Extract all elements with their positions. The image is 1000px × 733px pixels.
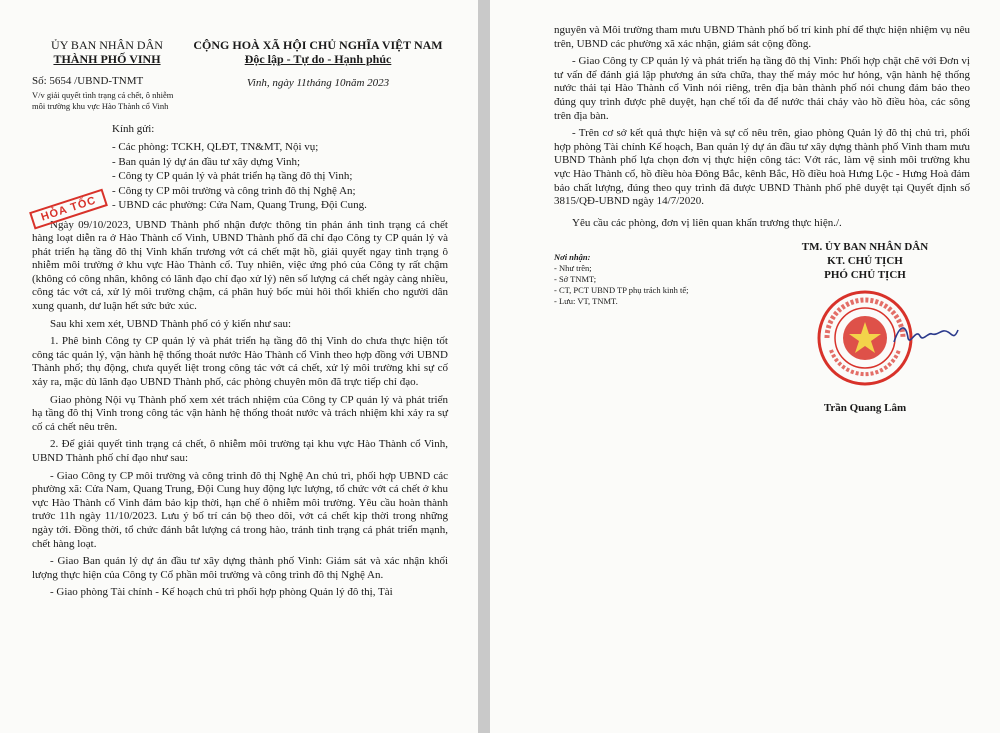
addressee-item: - Công ty CP quản lý và phát triển hạ tầng đô thị Vinh; xyxy=(112,170,353,182)
document-subject: V/v giải quyết tình trạng cá chết, ô nhiễm môi trường khu vực Hào Thành cổ Vinh xyxy=(32,90,174,111)
paragraph: - Giao phòng Tài chính - Kế hoạch chủ trì phối hợp phòng Quản lý đô thị, Tài xyxy=(50,586,393,599)
paragraph: Ngày 09/10/2023, UBND Thành phố nhận được thông tin phản ánh tình trạng cá chết hàng loạt diễn ra ở Hào Thành cổ Vinh, UBND Thành phố đã chỉ đạo Công ty CP quản lý và phát triển hạ tầng đô thị Vinh khẩn trương vớt cá chết mặt hồ, giải quyết ngay tình trạng ô nhiễm môi trường ở khu vực Hào Thành cổ. Tuy nhiên, việc ứng phó của Công ty rất chậm (không có công nhân, không có lãnh đạo chỉ đạo xử lý) nên số lượng cá chết ngày càng nhiều, công tác vớt cá, xử lý môi trường chậm, cá phân huỷ bốc mùi hôi thối khiến cho người dân xung quanh, dư luận hết sức bức xúc. xyxy=(32,218,448,313)
paragraph: 2. Để giải quyết tình trạng cá chết, ô nhiễm môi trường tại khu vực Hào Thành cổ Vinh, UBND Thành phố chỉ đạo như sau: xyxy=(32,438,448,464)
paragraph: - Trên cơ sở kết quả thực hiện và sự cố nêu trên, giao phòng Quản lý đô thị chủ trì, phối hợp phòng Tài chính Kế hoạch, Ban quản lý dự án đầu tư xây dựng thành phố Vinh tham mưu UBND Thành phố lựa chọn đơn vị thực hiện công tác: Vớt rác, làm vệ sinh môi trường khu vực Hào Thành cổ, hồ điều hòa Đông Bắc, kênh Bắc, Hồ điều hoà Hưng Lộc - Hưng Hoà đảm bảo chất lượng, đúng theo quy trình đã được UBND Thành phố phê duyệt tại Quyết định số 3815/QĐ-UBND ngày 14/7/2020. xyxy=(554,127,970,208)
paragraph: - Giao Công ty CP môi trường và công trình đô thị Nghệ An chủ trì, phối hợp UBND các phường xã: Cửa Nam, Quang Trung, Đội Cung huy động lực lượng, tổ chức vớt cá chết ở khu vực Hào Thành cổ Vinh đảm bảo kịp thời, hạn chế ô nhiễm môi trường. Yêu cầu hoàn thành trước 11h ngày 11/10/2023. Lưu ý bố trí cán bộ theo dõi, vớt cá chết kịp thời trong những ngày tới. Đồng thời, tổ chức đánh bắt lượng cá trong hào, tránh tình trạng cá phát triển mạnh, chết hàng loạt. xyxy=(32,469,448,550)
recipients-label: Nơi nhận: xyxy=(554,252,591,263)
paragraph: Giao phòng Nội vụ Thành phố xem xét trách nhiệm của Công ty CP quản lý và phát triển hạ tầng đô thị Vinh trong công tác vận hành hệ thống thoát nước và trách nhiệm khi xảy ra sự cố cá chết nêu trên. xyxy=(32,393,448,433)
signer-block xyxy=(760,240,970,415)
addressee-item: - Các phòng: TCKH, QLĐT, TN&MT, Nội vụ; xyxy=(112,141,319,153)
signer-name: Trần Quang Lâm xyxy=(823,402,907,415)
paragraph: 1. Phê bình Công ty CP quản lý và phát triển hạ tầng đô thị Vinh do chưa thực hiện tốt công tác quản lý, vận hành hệ thống thoát nước Hào Thành cổ Vinh theo hợp đồng với UBND Thành phố; thụ động, chưa quyết liệt trong công tác vớt cá chết, xử lý môi trường khi sự cố xảy ra, mặc dù lãnh đạo UBND Thành phố, các phòng chuyên môn đã trực tiếp chỉ đạo. xyxy=(32,335,448,389)
document-page-2 xyxy=(490,0,1000,733)
signer-title-1: TM. ỦY BAN NHÂN DÂN xyxy=(801,241,929,254)
paragraph: - Giao Công ty CP quản lý và phát triển hạ tầng đô thị Vinh: Phối hợp chặt chẽ với Đơn vị tư vấn để đánh giá lập phương án sửa chữa, thay thế máy móc hư hỏng, vận hành hệ thống nước thải tại Hào Thành cổ Vinh nói riêng, trên địa bàn thành phố nói chung đảm bảo theo đúng quy trình được phê duyệt, hạn chế tối đa để nước thải chảy vào hồ điều hòa, các sông trên địa bàn. xyxy=(554,55,970,122)
national-header xyxy=(188,38,448,112)
addressee-list xyxy=(112,140,448,213)
org-line-2: THÀNH PHỐ VINH xyxy=(53,52,161,66)
recipient-item: - Sở TNMT; xyxy=(554,274,597,285)
body-text-left xyxy=(32,219,448,600)
national-motto: Độc lập - Tự do - Hạnh phúc xyxy=(244,52,392,66)
addressee-item: - Ban quản lý dự án đầu tư xây dựng Vinh; xyxy=(112,155,301,168)
paragraph: Yêu cầu các phòng, đơn vị liên quan khẩn trương thực hiện./. xyxy=(572,216,842,229)
document-page-1 xyxy=(0,0,478,733)
addressee-item: - UBND các phường: Cửa Nam, Quang Trung, Đội Cung. xyxy=(112,199,367,211)
recipient-item: - Như trên; xyxy=(554,263,592,274)
paragraph: nguyên và Môi trường tham mưu UBND Thành phố bố trí kinh phí để thực hiện nhiệm vụ nêu trên, UBND các phường xã xác nhận, giám sát cộng đồng. xyxy=(554,24,970,50)
document-number: Số: 5654 /UBND-TNMT xyxy=(32,75,144,87)
paragraph: - Giao Ban quản lý dự án đầu tư xây dựng thành phố Vinh: Giám sát và xác nhận khối lượng thực hiện của Công ty Cổ phần môi trường và công trình đô thị Nghệ An. xyxy=(32,555,448,581)
nation-title: CỘNG HOÀ XÃ HỘI CHỦ NGHĨA VIỆT NAM xyxy=(193,38,443,52)
page-gutter xyxy=(478,0,490,733)
paragraph: Sau khi xem xét, UBND Thành phố có ý kiến như sau: xyxy=(50,317,292,330)
document-header xyxy=(32,38,448,112)
org-line-1: ỦY BAN NHÂN DÂN xyxy=(51,38,163,52)
body-text-right xyxy=(554,24,970,230)
recipient-item: - CT, PCT UBND TP phụ trách kinh tế; xyxy=(554,285,689,296)
signer-title-3: PHÓ CHỦ TỊCH xyxy=(824,269,906,282)
document-date: Vinh, ngày 11tháng 10năm 2023 xyxy=(246,77,390,89)
recipients-block xyxy=(554,252,734,415)
handwritten-signature-icon xyxy=(890,320,960,350)
issuing-authority xyxy=(32,38,182,112)
addressee-item: - Công ty CP môi trường và công trình đô thị Nghệ An; xyxy=(112,184,356,197)
signer-title-2: KT. CHỦ TỊCH xyxy=(827,255,903,268)
addressee-label: Kính gửi: xyxy=(112,123,155,135)
signature-area xyxy=(554,240,970,415)
urgent-stamp: HỎA TỐC xyxy=(29,188,108,229)
recipient-item: - Lưu: VT, TNMT. xyxy=(554,296,618,307)
